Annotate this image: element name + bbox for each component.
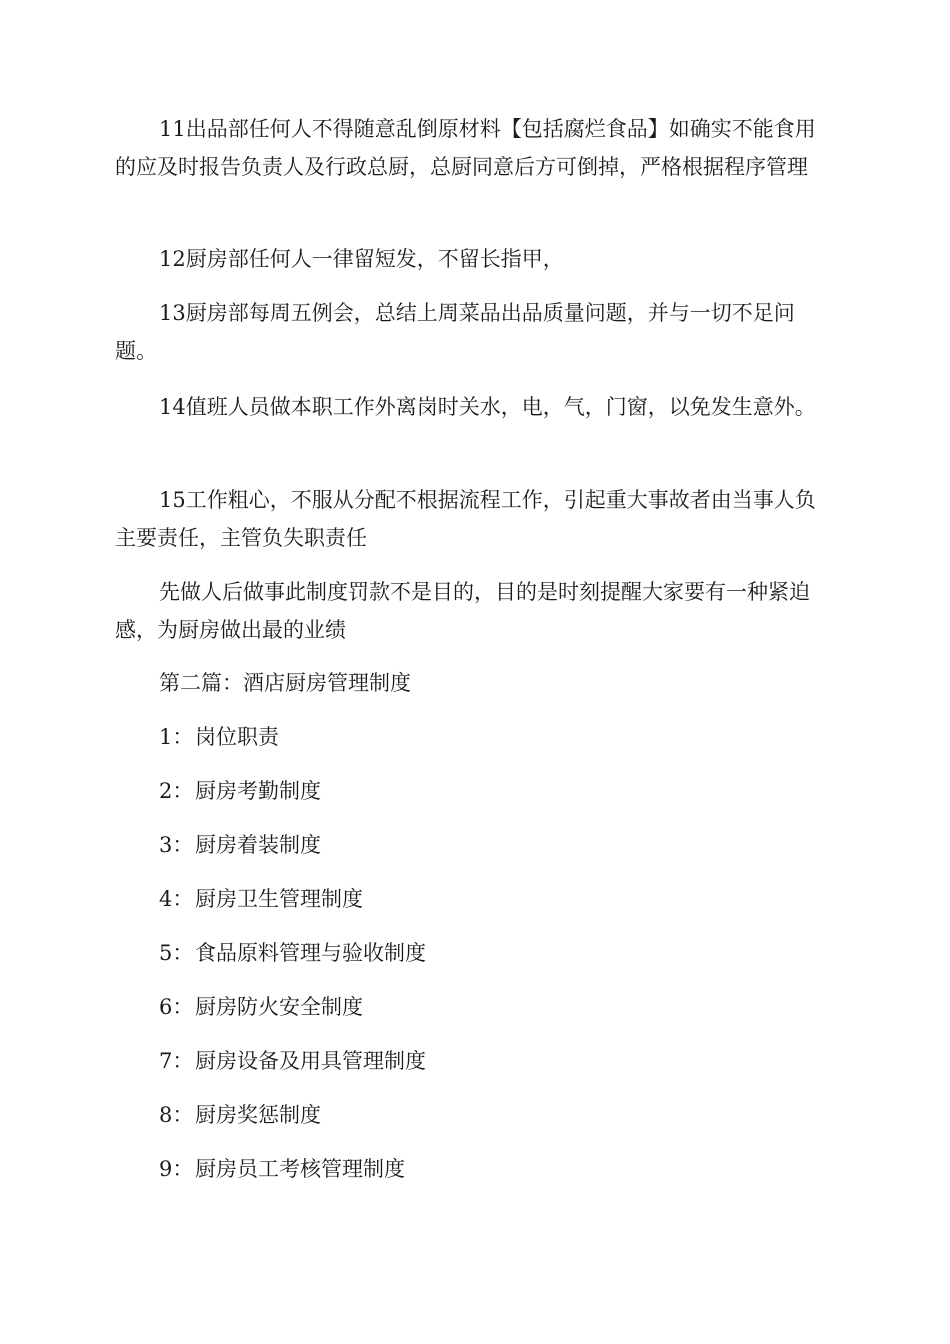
list-item-number: 9： [159,1157,194,1181]
paragraph-text: 12厨房部任何人一律留短发，不留长指甲， [159,247,564,271]
list-item-number: 3： [159,833,194,857]
paragraph-closing [115,573,835,649]
list-item [159,880,835,918]
list-item-label: 厨房设备及用具管理制度 [195,1049,426,1073]
paragraph-rule-12 [115,240,835,278]
paragraph-text: 先做人后做事此制度罚款不是目的，目的是时刻提醒大家要有一种紧迫感，为厨房做出最的业绩 [115,580,810,642]
list-item-number: 4： [159,887,194,911]
list-item-label: 厨房防火安全制度 [195,995,363,1019]
paragraph-text: 14值班人员做本职工作外离岗时关水，电，气，门窗，以免发生意外。 [159,395,816,419]
list-item-label: 厨房员工考核管理制度 [195,1157,405,1181]
list-item [159,1096,835,1134]
paragraph-rule-11 [115,110,835,186]
list-item [159,988,835,1026]
list-item-label: 岗位职责 [195,725,279,749]
list-item [159,718,835,756]
list-item-number: 6： [159,995,194,1019]
list-item-number: 8： [159,1103,194,1127]
list-item-number: 2： [159,779,194,803]
list-item [159,772,835,810]
paragraph-text: 13厨房部每周五例会，总结上周菜品出品质量问题，并与一切不足问题。 [115,301,795,363]
list-item-label: 厨房奖惩制度 [195,1103,321,1127]
list-item [159,1150,835,1188]
list-item-label: 食品原料管理与验收制度 [195,941,426,965]
list-item-label: 厨房着装制度 [195,833,321,857]
list-item [159,1042,835,1080]
section-title: 第二篇：酒店厨房管理制度 [159,671,411,695]
paragraph-text: 15工作粗心，不服从分配不根据流程工作，引起重大事故者由当事人负主要责任，主管负失职责任 [115,488,816,550]
paragraph-rule-13 [115,294,835,370]
list-item-number: 7： [159,1049,194,1073]
paragraph-rule-15 [115,481,835,557]
paragraph-text: 11出品部任何人不得随意乱倒原材料【包括腐烂食品】如确实不能食用的应及时报告负责人及行政总厨，总厨同意后方可倒掉，严格根据程序管理 [115,117,816,179]
list-item [159,934,835,972]
paragraph-rule-14 [115,388,835,426]
list-item [159,826,835,864]
list-item-number: 5： [159,941,194,965]
list-item-label: 厨房卫生管理制度 [195,887,363,911]
list-item-label: 厨房考勤制度 [195,779,321,803]
list-item-number: 1： [159,725,194,749]
